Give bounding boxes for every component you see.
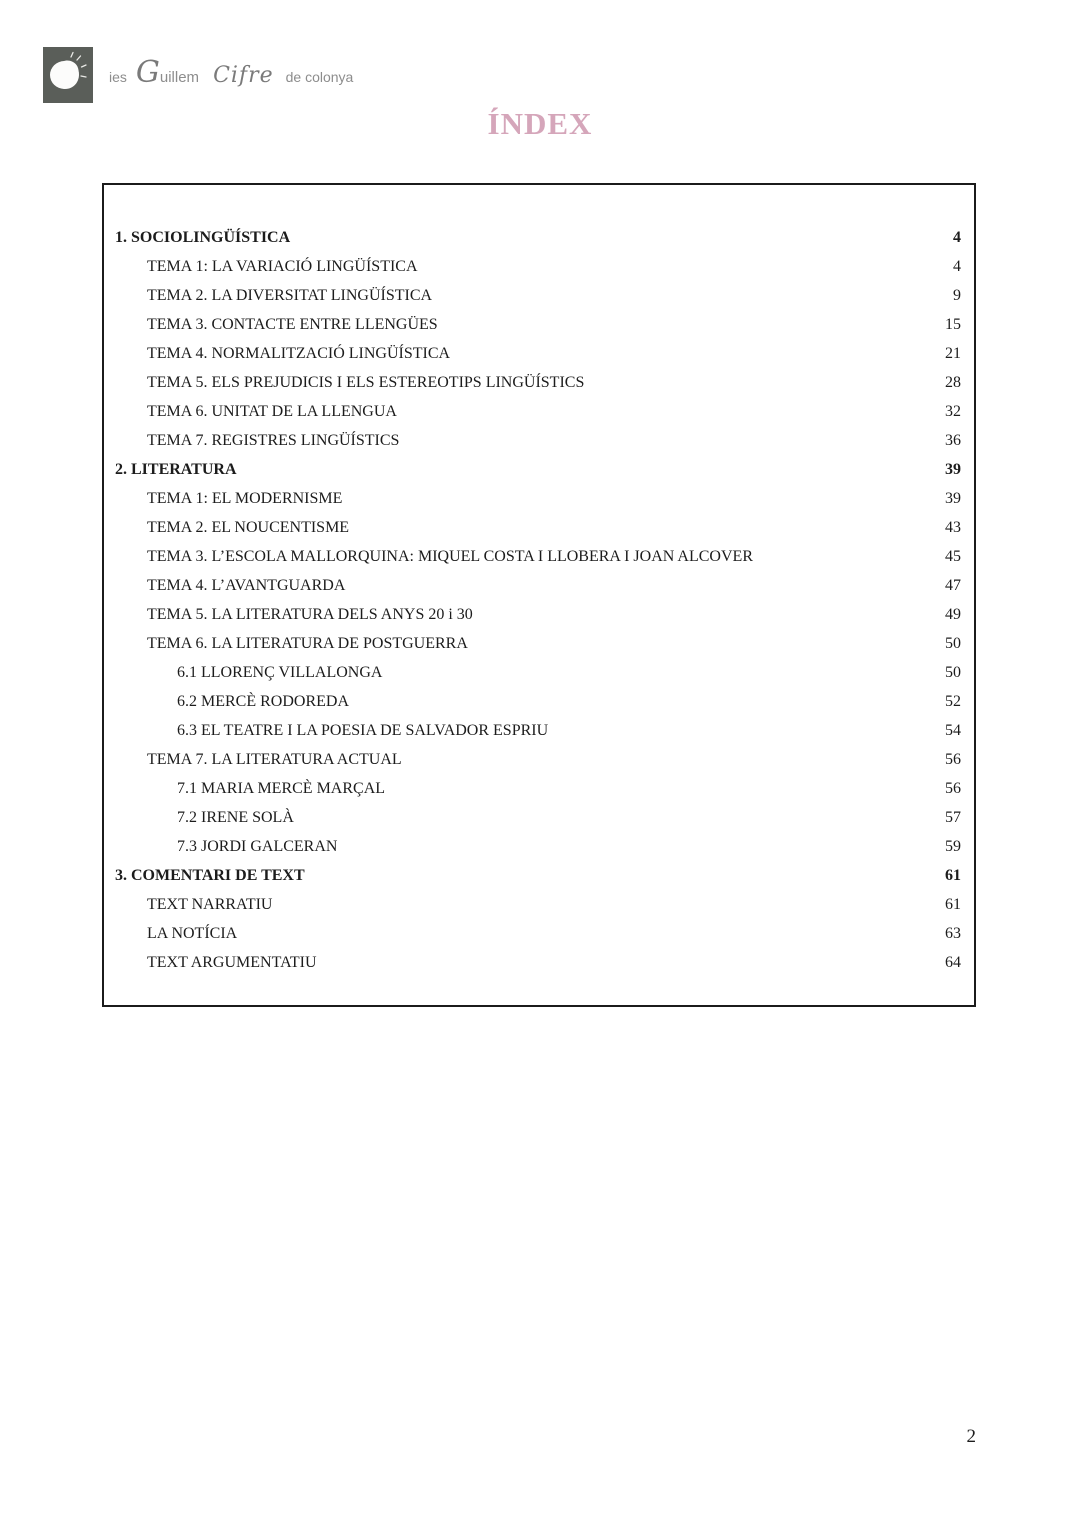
toc-entry-label: TEMA 2. EL NOUCENTISME bbox=[147, 519, 350, 536]
toc-entry-label: 6.2 MERCÈ RODOREDA bbox=[177, 693, 350, 710]
toc-entry bbox=[104, 513, 961, 542]
toc-entry bbox=[104, 919, 961, 948]
toc-entry bbox=[104, 629, 961, 658]
toc-entry-label: 7.3 JORDI GALCERAN bbox=[177, 838, 338, 855]
school-surname: Cifre bbox=[213, 62, 274, 88]
toc-entry-page: 32 bbox=[945, 403, 961, 420]
toc-entry bbox=[104, 687, 961, 716]
toc-entry-page: 59 bbox=[945, 838, 961, 855]
toc-entry bbox=[104, 252, 961, 281]
toc-entry-label: 7.1 MARIA MERCÈ MARÇAL bbox=[177, 780, 386, 797]
toc-entry-label: 1. SOCIOLINGÜÍSTICA bbox=[115, 229, 291, 246]
toc-entry-label: 2. LITERATURA bbox=[115, 461, 237, 478]
toc-entry-label: TEXT NARRATIU bbox=[147, 896, 273, 913]
toc-entry bbox=[104, 368, 961, 397]
toc-entry-page: 56 bbox=[945, 780, 961, 797]
toc-entry-page: 39 bbox=[945, 490, 961, 507]
toc-entry bbox=[104, 658, 961, 687]
toc-entry-page: 57 bbox=[945, 809, 961, 826]
toc-entry-page: 61 bbox=[945, 896, 961, 913]
toc-entry bbox=[104, 861, 961, 890]
toc-entry-page: 50 bbox=[945, 664, 961, 681]
toc-entry bbox=[104, 600, 961, 629]
school-name-suffix: de colonya bbox=[285, 68, 354, 85]
toc-entry-label: TEMA 5. LA LITERATURA DELS ANYS 20 i 30 bbox=[147, 606, 473, 623]
toc-entry-label: TEMA 7. LA LITERATURA ACTUAL bbox=[147, 751, 402, 768]
toc-entry-page: 43 bbox=[945, 519, 961, 536]
toc-entry-page: 61 bbox=[945, 867, 961, 884]
toc-entry bbox=[104, 281, 961, 310]
toc-entry-page: 56 bbox=[945, 751, 961, 768]
toc-entry-label: TEMA 4. L’AVANTGUARDA bbox=[147, 577, 346, 594]
toc-entry-label: TEMA 3. L’ESCOLA MALLORQUINA: MIQUEL COSTA I LLOBERA I JOAN ALCOVER bbox=[147, 548, 753, 565]
toc-entry-label: 6.1 LLORENÇ VILLALONGA bbox=[177, 664, 383, 681]
toc-entry-page: 4 bbox=[953, 229, 961, 246]
toc-entry bbox=[104, 571, 961, 600]
toc-entry bbox=[104, 890, 961, 919]
toc-entry-page: 28 bbox=[945, 374, 961, 391]
toc-entry bbox=[104, 397, 961, 426]
toc-entry-page: 47 bbox=[945, 577, 961, 594]
toc-entry-label: TEMA 4. NORMALITZACIÓ LINGÜÍSTICA bbox=[147, 345, 451, 362]
toc-entry-page: 4 bbox=[953, 258, 961, 275]
toc-entry bbox=[104, 223, 961, 252]
toc-entry-page: 9 bbox=[953, 287, 961, 304]
toc-entry bbox=[104, 803, 961, 832]
toc-entry bbox=[104, 745, 961, 774]
page-number: 2 bbox=[966, 1426, 976, 1447]
toc-entry-page: 52 bbox=[945, 693, 961, 710]
toc-entry bbox=[104, 310, 961, 339]
toc-entry-label: TEXT ARGUMENTATIU bbox=[147, 954, 317, 971]
table-of-contents bbox=[102, 183, 976, 1007]
toc-entry-page: 63 bbox=[945, 925, 961, 942]
toc-entry-label: TEMA 1: EL MODERNISME bbox=[147, 490, 343, 507]
school-name: ies G uillem Cifre de colonya bbox=[109, 54, 354, 90]
toc-entry-page: 64 bbox=[945, 954, 961, 971]
toc-entry bbox=[104, 339, 961, 368]
page-title: ÍNDEX bbox=[487, 106, 593, 141]
toc-entry bbox=[104, 455, 961, 484]
toc-entry bbox=[104, 542, 961, 571]
toc-entry-label: 6.3 EL TEATRE I LA POESIA DE SALVADOR ESPRIU bbox=[177, 722, 549, 739]
toc-entry-page: 54 bbox=[945, 722, 961, 739]
toc-entry-label: TEMA 7. REGISTRES LINGÜÍSTICS bbox=[147, 432, 400, 449]
school-name-prefix: ies bbox=[109, 68, 127, 85]
toc-entry bbox=[104, 716, 961, 745]
toc-entry-page: 50 bbox=[945, 635, 961, 652]
toc-entry bbox=[104, 484, 961, 513]
toc-entry-label: TEMA 6. UNITAT DE LA LLENGUA bbox=[147, 403, 397, 420]
toc-entry-label: TEMA 1: LA VARIACIÓ LINGÜÍSTICA bbox=[147, 258, 418, 275]
school-brand bbox=[43, 47, 353, 103]
toc-entry bbox=[104, 774, 961, 803]
toc-entry-page: 21 bbox=[945, 345, 961, 362]
toc-entry-page: 15 bbox=[945, 316, 961, 333]
toc-entry-page: 39 bbox=[945, 461, 961, 478]
toc-entry-page: 36 bbox=[945, 432, 961, 449]
toc-entry-page: 45 bbox=[945, 548, 961, 565]
school-logo-icon bbox=[43, 47, 93, 103]
toc-entry bbox=[104, 426, 961, 455]
toc-entry bbox=[104, 948, 961, 977]
toc-entry-label: TEMA 5. ELS PREJUDICIS I ELS ESTEREOTIPS LINGÜÍSTICS bbox=[147, 374, 585, 391]
toc-entry-label: TEMA 2. LA DIVERSITAT LINGÜÍSTICA bbox=[147, 287, 433, 304]
toc-entry-label: TEMA 6. LA LITERATURA DE POSTGUERRA bbox=[147, 635, 468, 652]
school-name-rest: uillem bbox=[159, 68, 200, 86]
toc-entry-label: 3. COMENTARI DE TEXT bbox=[115, 867, 305, 884]
toc-entry-label: 7.2 IRENE SOLÀ bbox=[177, 809, 294, 826]
toc-entry-label: TEMA 3. CONTACTE ENTRE LLENGÜES bbox=[147, 316, 438, 333]
toc-entry bbox=[104, 832, 961, 861]
toc-entry-label: LA NOTÍCIA bbox=[147, 925, 238, 942]
toc-entry-page: 49 bbox=[945, 606, 961, 623]
